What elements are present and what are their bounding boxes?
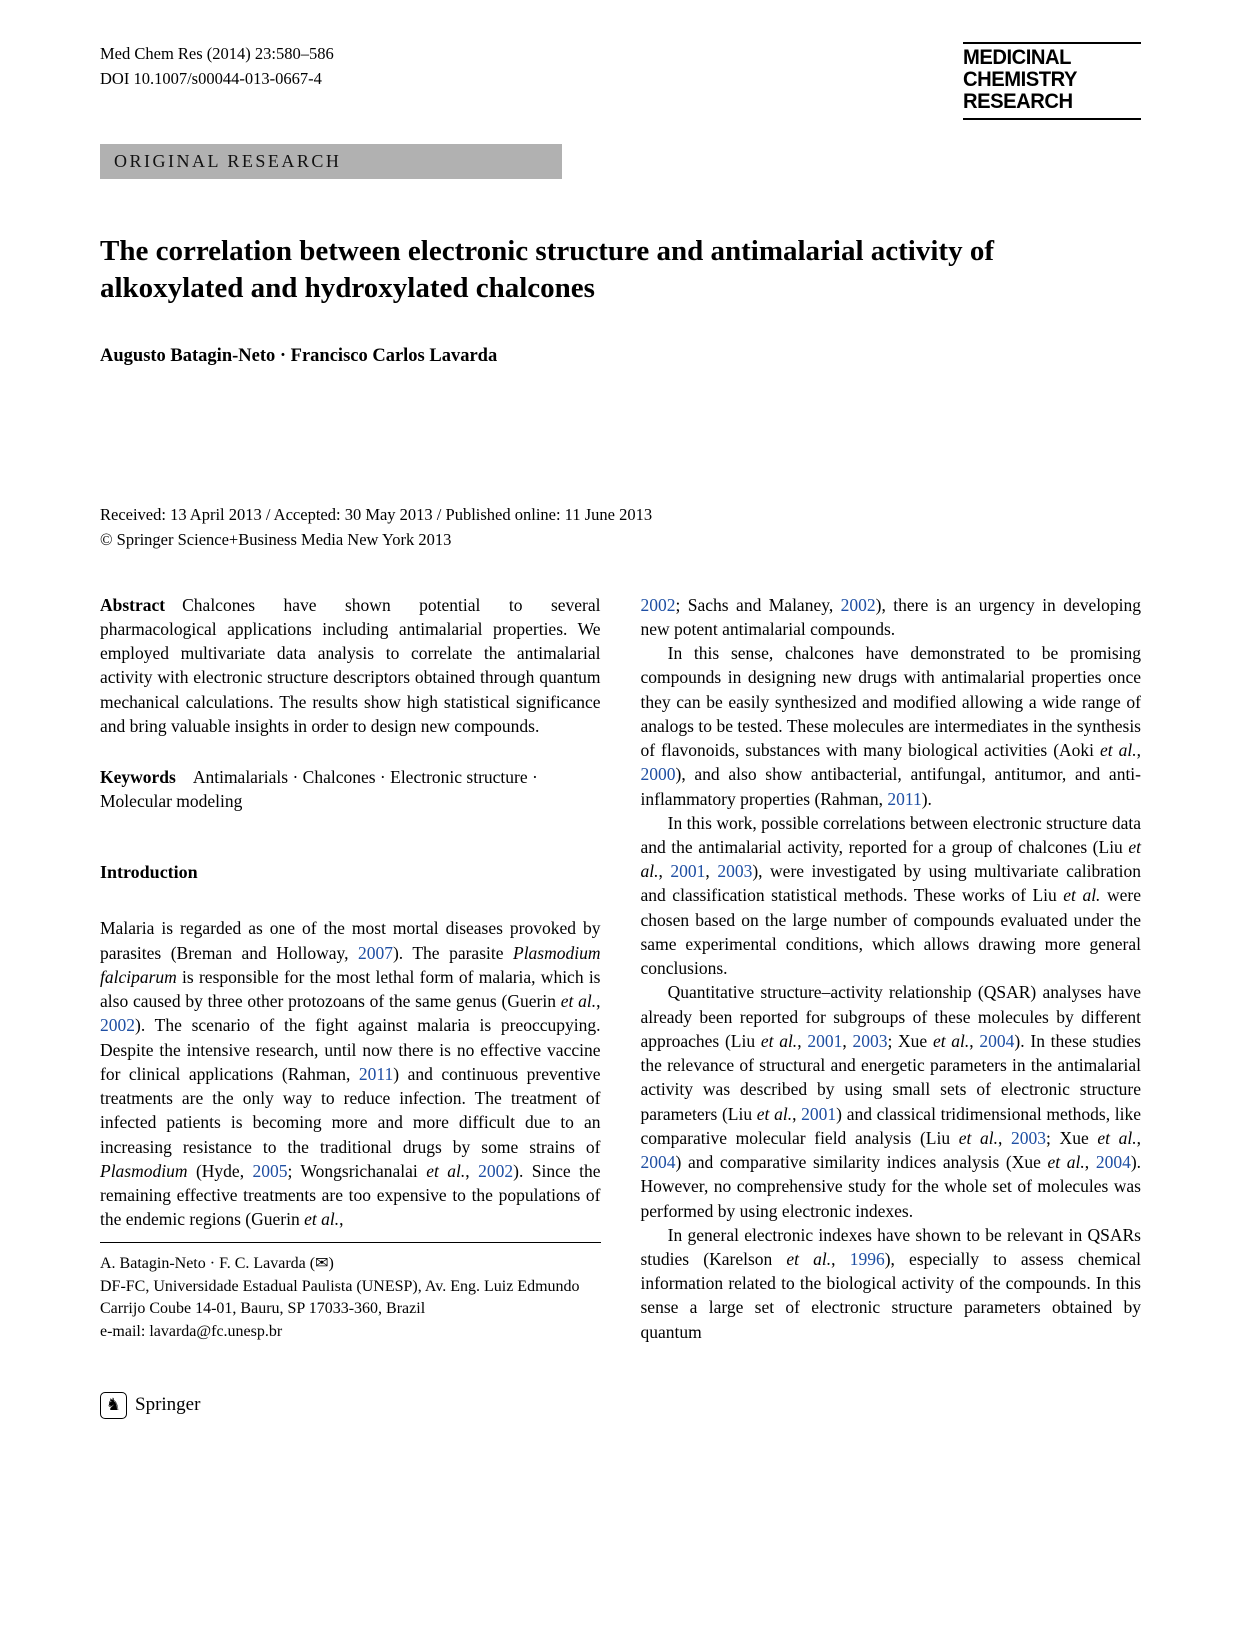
citation-link[interactable]: 2003 [717,861,753,882]
text-run: ) and classical tridimensional methods, like comparative molecular field analysis (Liu [640,1103,1142,1148]
citation-link[interactable]: 2001 [670,861,706,882]
journal-logo-line-2: CHEMISTRY [963,66,1078,91]
text-run: ). [921,788,932,809]
text-run: et al. [756,1103,793,1124]
text-run: ) and continuous preventive treatments are the only way to reduce infection. The treatment of infected patients is becoming more and more difficult due to an increasing resistance to the traditional drugs by some strains of [100,1063,601,1157]
author-list: Augusto Batagin-Neto · Francisco Carlos Lavarda [100,346,498,367]
citation-link[interactable]: 2003 [1011,1127,1047,1148]
text-run: et al. [932,1030,970,1051]
text-run: Abstract [100,594,166,615]
journal-logo-line-1: MEDICINAL [963,45,1072,69]
text-run: et al. [958,1127,999,1148]
keywords-paragraph [100,765,601,813]
citation-link[interactable]: 2007 [357,942,393,963]
text-run: , [969,1030,980,1051]
text-run: et al. [1097,1127,1137,1148]
copyright-line: © Springer Science+Business Media New York 2013 [100,529,452,549]
text-run: et al. [786,1248,832,1269]
citation-link[interactable]: 2002 [840,594,876,615]
text-run: , [792,1103,802,1124]
citation-link[interactable]: 1996 [849,1248,885,1269]
text-run: , [1136,1127,1141,1148]
body-paragraph [641,811,1142,981]
doi-line: DOI 10.1007/s00044-013-0667-4 [100,68,322,88]
body-paragraph [641,1223,1142,1344]
journal-citation [100,42,334,92]
text-run: In this work, possible correlations between electronic structure data and the antimalarial activity, reported for a group of chalcones (Liu [640,812,1141,857]
text-run: , [339,1209,344,1230]
citation-link[interactable]: 2003 [852,1030,888,1051]
footnote-email[interactable]: e-mail: lavarda@fc.unesp.br [100,1323,283,1341]
text-run: , [831,1248,850,1269]
publication-dates [100,503,1141,553]
text-run: Plasmodium falciparum [100,942,601,987]
text-run: ), especially to assess chemical information related to the biological activity of the compounds. In this sense a large set of electronic structure parameters obtained by quantum [640,1248,1141,1342]
text-run: ; Xue [1046,1127,1098,1148]
journal-logo-line-3: RESEARCH [963,88,1073,113]
text-run: et al. [304,1209,340,1230]
text-run: In general electronic indexes have shown to be relevant in QSARs studies (Karelson [640,1224,1141,1269]
text-run: et al. [640,836,1141,882]
journal-logo [963,42,1141,120]
text-run: Keywords [100,767,176,788]
text-run: ), there is an urgency in developing new potent antimalarial compounds. [640,594,1141,639]
text-run: is responsible for the most lethal form of malaria, which is also caused by three other protozoans of the same genus (Guerin [100,966,601,1012]
left-column [100,593,601,1344]
text-run: were chosen based on the large number of compounds evaluated under the same experimental conditions, which allows drawing more general conclusions. [640,885,1141,979]
text-run: Malaria is regarded as one of the most mortal diseases provoked by parasites (Breman and Holloway, [100,918,601,963]
citation-link[interactable]: 2002 [640,594,676,615]
footnote-authors: A. Batagin-Neto · F. C. Lavarda (✉) [100,1255,334,1273]
text-run: , [705,861,718,882]
footnote-affiliation: DF-FC, Universidade Estadual Paulista (UNESP), Av. Eng. Luiz Edmundo Carrijo Coube 14-01, Bauru, SP 17033-360, Brazil [100,1277,580,1318]
text-run: ; Sachs and Malaney, [675,594,841,615]
text-run: et al. [1047,1152,1085,1173]
citation-link[interactable]: 2004 [640,1152,676,1173]
text-run: , [1136,740,1141,761]
text-run: ). The parasite [392,942,513,963]
abstract-paragraph [100,593,601,738]
author-affiliation-footnote [100,1242,601,1344]
text-run: (Hyde, [187,1160,253,1181]
citation-link[interactable]: 2002 [478,1160,514,1181]
citation-link[interactable]: 2002 [100,1015,135,1036]
citation-link[interactable]: 2004 [1095,1152,1131,1173]
publisher-name: Springer [135,1394,201,1416]
text-run: ). In these studies the relevance of structural and energetic parameters in the antimalarial activity was described by using small sets of electronic structure parameters (Liu [640,1030,1141,1124]
text-run: , [842,1030,853,1051]
article-title: The correlation between electronic structure and antimalarial activity of alkoxylated and hydroxylated chalcones [100,234,994,305]
text-run: Antimalarials · Chalcones · Electronic structure · Molecular modeling [100,767,538,812]
text-run: Chalcones have shown potential to several pharmacological applications including antimalarial properties. We employed multivariate data analysis to correlate the antimalarial activity with electronic structure descriptors obtained through quantum mechanical calculations. The results show high statistical significance and bring valuable insights in order to design new compounds. [100,594,601,736]
citation-link[interactable]: 2000 [640,764,676,785]
text-run: ), were investigated by using multivariate calibration and classification statistical methods. These works of Liu [640,861,1142,906]
citation-link[interactable]: 2011 [887,788,922,809]
text-run: , [797,1030,808,1051]
text-run: ). Since the remaining effective treatments are too expensive to the populations of the endemic regions (Guerin [100,1160,601,1230]
text-run: , [596,991,601,1012]
received-accepted-line: Received: 13 April 2013 / Accepted: 30 May 2013 / Published online: 11 June 2013 [100,505,653,525]
citation-link[interactable]: 2005 [252,1160,288,1181]
introduction-heading: Introduction [100,861,198,882]
page-header [100,42,1141,120]
two-column-body [100,593,1141,1344]
text-run: ; Wongsrichanalai [287,1160,427,1181]
text-run: Plasmodium [100,1160,188,1181]
publisher-footer [100,1392,1141,1419]
body-paragraph [641,593,1142,641]
text-run: et al. [426,1160,466,1181]
text-run: ), and also show antibacterial, antifungal, antitumor, and anti-inflammatory properties (Rahman, [640,764,1141,809]
text-run: et al. [1063,885,1101,906]
text-run: , [1084,1152,1096,1173]
body-paragraph [641,980,1142,1222]
text-run: et al. [1100,740,1137,761]
text-run: ). The scenario of the fight against malaria is preoccupying. Despite the intensive research, until now there is no effective vaccine for clinical applications (Rahman, [100,1015,601,1084]
springer-logo-icon: ♞ [100,1392,127,1419]
citation-link[interactable]: 2001 [807,1030,843,1051]
citation-link[interactable]: 2001 [801,1103,837,1124]
text-run: In this sense, chalcones have demonstrated to be promising compounds in designing new drugs with antimalarial properties once they can be easily synthesized and modified allowing a wide range of analogs to be tested. These molecules are intermediates in the synthesis of flavonoids, substances with many biological activities (Aoki [640,643,1141,761]
citation-link[interactable]: 2004 [979,1030,1015,1051]
text-run: ). However, no comprehensive study for the whole set of molecules was performed by using electronic indexes. [640,1152,1142,1221]
text-run: et al. [760,1030,798,1051]
text-run: ) and comparative similarity indices analysis (Xue [675,1152,1048,1173]
citation-link[interactable]: 2011 [358,1063,394,1084]
introduction-paragraph [100,916,601,1231]
text-run: , [998,1127,1012,1148]
article-type-banner: ORIGINAL RESEARCH [100,144,562,179]
journal-ref-line: Med Chem Res (2014) 23:580–586 [100,44,334,63]
text-run: ; Xue [887,1030,933,1051]
text-run: Quantitative structure–activity relationship (QSAR) analyses have already been reported for subgroups of these molecules by different approaches (Liu [640,982,1141,1051]
body-paragraph [641,641,1142,811]
text-run: , [465,1160,479,1181]
text-run: et al. [560,991,597,1012]
right-column [641,593,1142,1344]
text-run: , [658,861,671,882]
